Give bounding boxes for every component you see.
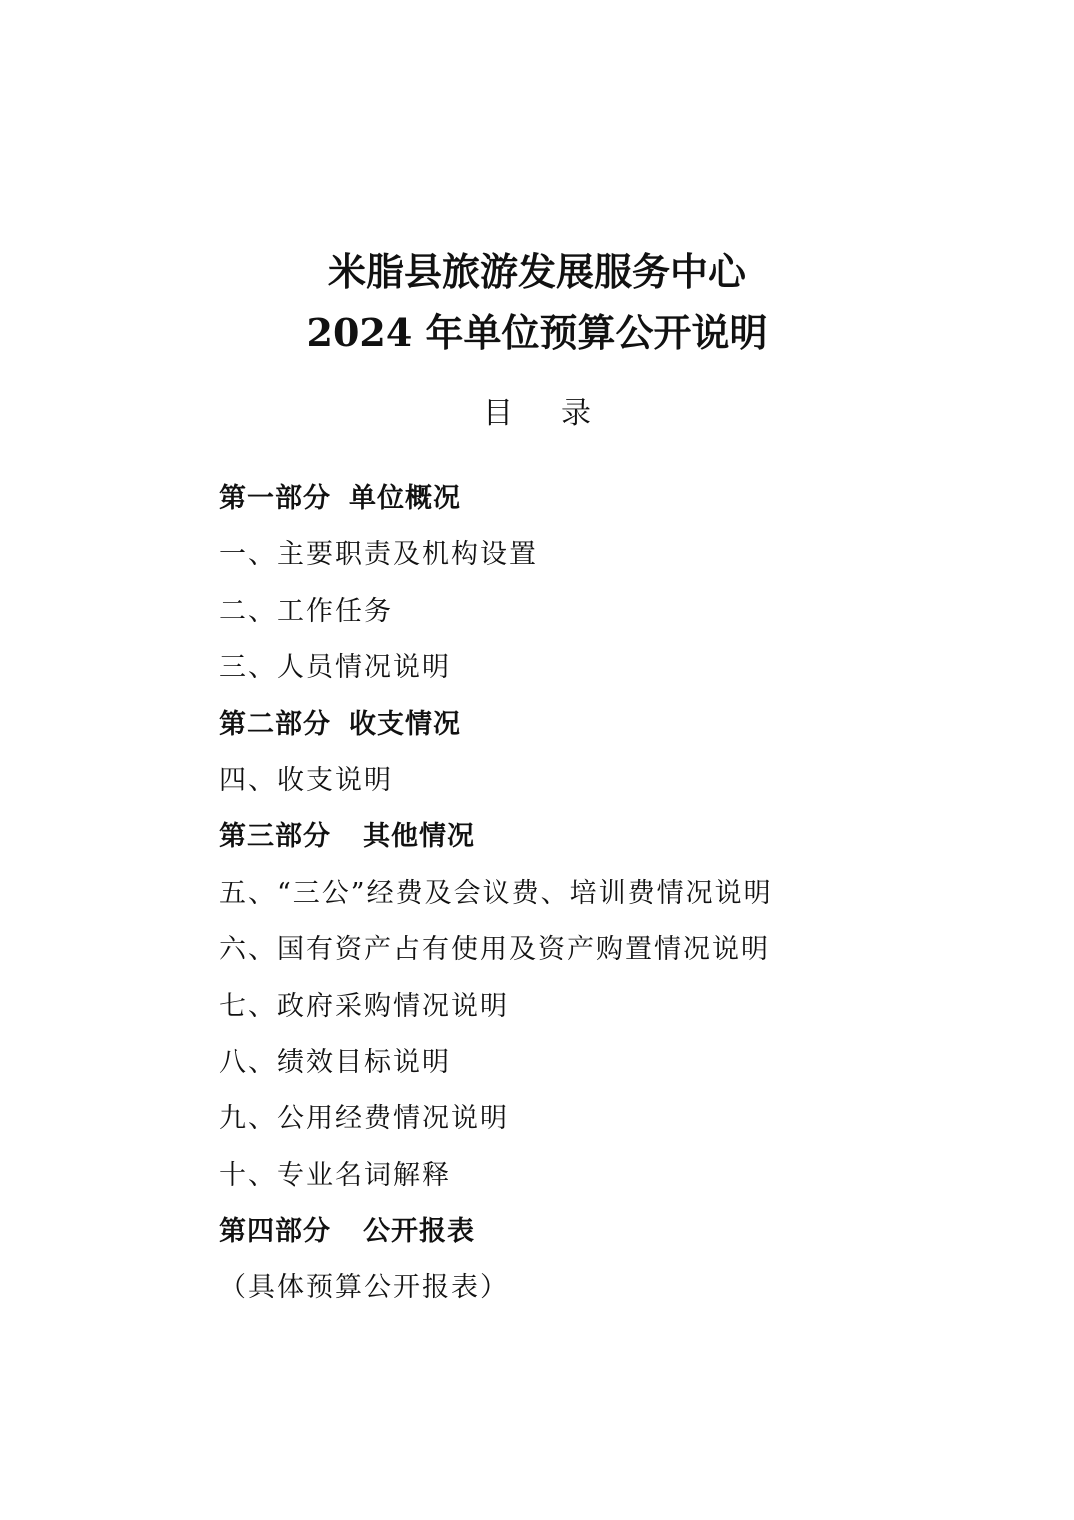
toc-part-title: 单位概况: [349, 483, 461, 514]
toc-part-3: [219, 815, 979, 871]
table-of-contents: [219, 477, 979, 1323]
toc-item-3: 三、人员情况说明: [219, 652, 451, 684]
toc-part-title: 其他情况: [363, 821, 475, 853]
toc-part-2: [219, 703, 979, 759]
toc-heading-char-1: 目: [483, 396, 513, 431]
toc-item-8: 八、绩效目标说明: [219, 1046, 451, 1078]
toc-part-label: 第三部分: [219, 821, 331, 853]
toc-part-1: [219, 477, 979, 533]
toc-heading-char-2: 录: [561, 396, 591, 431]
toc-part-title: 收支情况: [349, 708, 461, 740]
toc-item-2: 二、工作任务: [219, 595, 393, 627]
toc-heading: [0, 392, 1074, 436]
toc-item-1: 一、主要职责及机构设置: [219, 539, 538, 571]
toc-item-4: 四、收支说明: [219, 764, 393, 796]
toc-part-4: [219, 1210, 979, 1266]
toc-item-10: 十、专业名词解释: [219, 1159, 451, 1191]
toc-part-label: 第二部分: [219, 708, 331, 740]
toc-item-7: 七、政府采购情况说明: [219, 990, 509, 1022]
toc-item-5: 五、“三公”经费及会议费、培训费情况说明: [219, 877, 773, 909]
toc-part-label: 第一部分: [219, 483, 331, 514]
toc-item-9: 九、公用经费情况说明: [219, 1103, 509, 1135]
toc-item-6: 六、国有资产占有使用及资产购置情况说明: [219, 934, 770, 966]
document-title-line-1: 米脂县旅游发展服务中心: [327, 249, 746, 294]
toc-part-title: 公开报表: [363, 1216, 475, 1248]
toc-part-label: 第四部分: [219, 1216, 331, 1248]
document-title-line-2: 2024 年单位预算公开说明: [306, 310, 768, 355]
toc-item-reports: （具体预算公开报表）: [219, 1272, 509, 1304]
